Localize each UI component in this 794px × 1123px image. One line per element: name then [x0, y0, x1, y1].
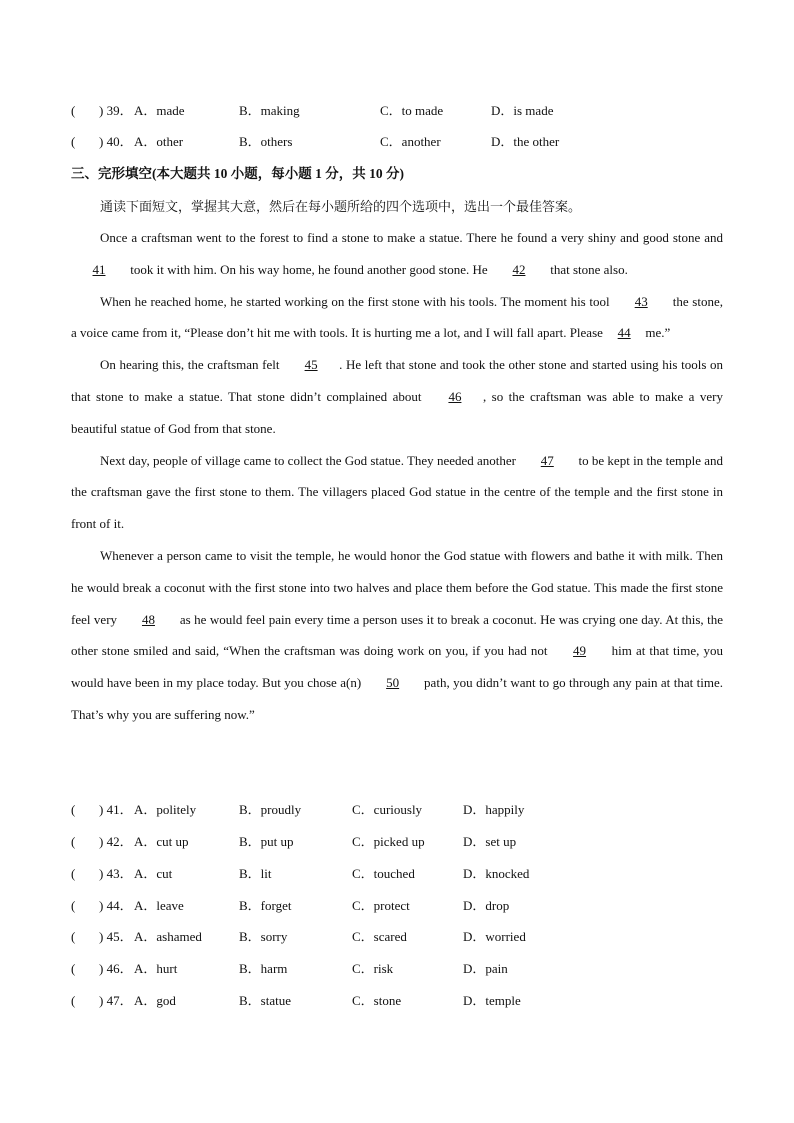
blank-46: 46	[448, 388, 462, 404]
paragraph-5	[71, 540, 723, 731]
question-number: ) 42．	[99, 834, 133, 849]
option-d: D．the other	[491, 134, 560, 149]
option-a: A．other	[134, 134, 184, 149]
text: Next day, people of village came to collect the God statue. They needed another	[100, 452, 520, 468]
text: When he reached home, he started working on the first stone with his tools. The moment his tool	[100, 293, 614, 309]
option-c: C．touched	[352, 866, 415, 881]
option-b: B．lit	[239, 866, 272, 881]
answer-paren: (	[71, 961, 76, 976]
option-d: D．pain	[463, 961, 508, 976]
option-d: D．temple	[463, 993, 521, 1008]
blank-48: 48	[141, 611, 155, 627]
cloze-passage	[71, 222, 723, 731]
question-number: ) 44．	[99, 898, 133, 913]
answer-paren: (	[71, 898, 76, 913]
option-a: A．leave	[134, 898, 184, 913]
option-b: B．harm	[239, 961, 288, 976]
question-number: ) 45．	[99, 929, 133, 944]
option-b: B．put up	[239, 834, 294, 849]
text: that stone also.	[546, 261, 628, 277]
option-d: D．happily	[463, 802, 525, 817]
answer-paren: (	[71, 134, 76, 149]
section-title: 三、完形填空(本大题共 10 小题，每小题 1 分，共 10 分)	[71, 166, 404, 181]
option-a: A．hurt	[134, 961, 178, 976]
option-a: A．god	[134, 993, 176, 1008]
option-c: C．stone	[352, 993, 402, 1008]
answer-paren: (	[71, 103, 76, 118]
text: me.”	[642, 325, 671, 341]
blank-49: 49	[573, 643, 587, 659]
option-a: A．ashamed	[134, 929, 202, 944]
blank-44: 44	[617, 325, 631, 341]
option-c: C．another	[380, 134, 441, 149]
text: Whenever a person came to visit the temple, he would honor the God statue with flowers and bathe it with milk. Then he would break a coconut with the first stone into two halves and place them before the God statue. This made the first stone feel very	[71, 547, 723, 627]
answer-paren: (	[71, 929, 76, 944]
question-number: ) 40．	[99, 134, 133, 149]
text: took it with him. On his way home, he found another good stone. He	[127, 261, 491, 277]
blank-47: 47	[540, 452, 554, 468]
text: to be kept in the temple and the craftsman gave the first stone to them. The villagers placed God statue in the centre of the temple and the first stone in front of it.	[71, 452, 724, 532]
blank-42: 42	[512, 261, 526, 277]
option-c: C．curiously	[352, 802, 423, 817]
option-b: B．proudly	[239, 802, 302, 817]
option-a: A．cut	[134, 866, 173, 881]
text: as he would feel pain every time a person uses it to break a coconut. He was crying one day. At this, the other stone smiled and said, “When the craftsman was doing work on you, if you had not	[71, 611, 723, 659]
text: . He left that stone and took the other stone and started using his tools on that stone to make a statue. That stone didn’t complained about	[71, 357, 723, 404]
option-d: D．knocked	[463, 866, 530, 881]
answer-paren: (	[71, 866, 76, 881]
question-number: ) 43．	[99, 866, 133, 881]
question-number: ) 41．	[99, 802, 133, 817]
blank-43: 43	[634, 293, 648, 309]
text: the stone, a voice came from it, “Please don’t hit me with tools. It is hurting me a lot, and I will fall apart. Please	[71, 293, 723, 341]
option-b: B．statue	[239, 993, 291, 1008]
option-d: D．set up	[463, 834, 517, 849]
option-c: C．to made	[380, 103, 444, 118]
option-a: A．politely	[134, 802, 197, 817]
text: On hearing this, the craftsman felt	[100, 357, 284, 373]
option-c: C．protect	[352, 898, 410, 913]
option-b: B．sorry	[239, 929, 288, 944]
blank-41: 41	[92, 261, 106, 277]
text: Once a craftsman went to the forest to find a stone to make a statue. There he found a very shiny and good stone and	[100, 230, 723, 245]
option-b: B．making	[239, 103, 300, 118]
text: , so the craftsman was able to make a very beautiful statue of God from that stone.	[71, 388, 723, 436]
option-c: C．risk	[352, 961, 394, 976]
option-a: A．cut up	[134, 834, 189, 849]
text: him at that time, you would have been in my place today. But you chose a(n)	[71, 643, 723, 691]
question-number: ) 46．	[99, 961, 133, 976]
option-b: B．others	[239, 134, 293, 149]
paragraph-2	[71, 286, 723, 350]
question-number: ) 39．	[99, 103, 133, 118]
blank-45: 45	[304, 357, 318, 373]
option-d: D．drop	[463, 898, 510, 913]
paragraph-3	[71, 349, 723, 444]
option-d: D．is made	[491, 103, 554, 118]
paragraph-1	[71, 222, 723, 286]
paragraph-4	[71, 445, 723, 540]
section-instruction: 通读下面短文，掌握其大意，然后在每小题所给的四个选项中，选出一个最佳答案。	[100, 199, 582, 214]
option-a: A．made	[134, 103, 185, 118]
option-d: D．worried	[463, 929, 526, 944]
option-c: C．picked up	[352, 834, 425, 849]
answer-paren: (	[71, 802, 76, 817]
blank-50: 50	[386, 675, 400, 691]
text: path, you didn’t want to go through any pain at that time. That’s why you are suffering now.”	[71, 675, 724, 722]
answer-paren: (	[71, 834, 76, 849]
question-number: ) 47．	[99, 993, 133, 1008]
answer-paren: (	[71, 993, 76, 1008]
option-b: B．forget	[239, 898, 292, 913]
option-c: C．scared	[352, 929, 407, 944]
